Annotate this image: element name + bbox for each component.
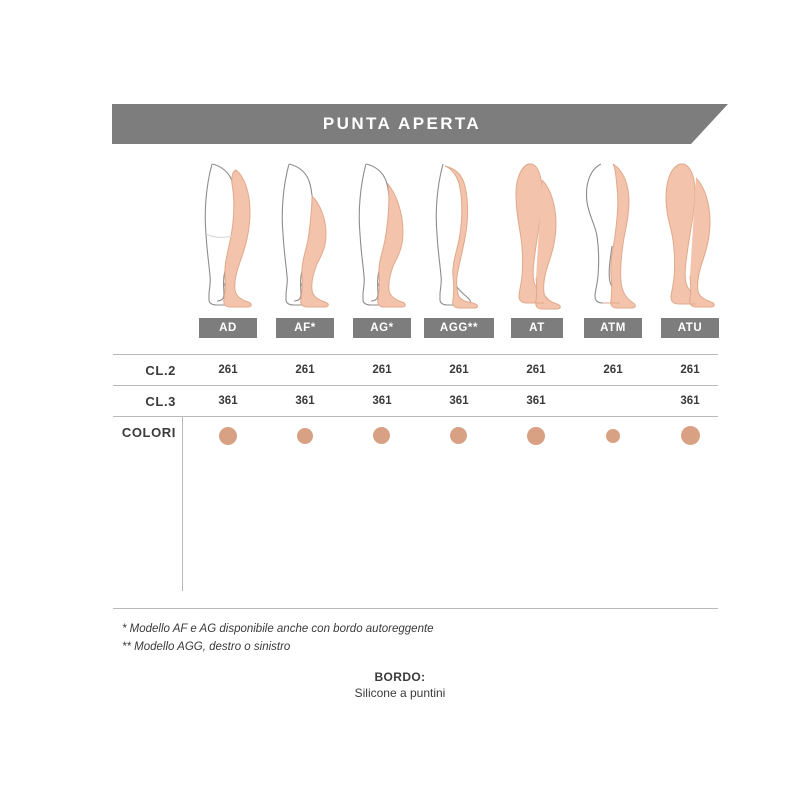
cell-cl3-agg: 361 <box>449 395 469 407</box>
rule-footer <box>113 608 718 609</box>
code-chip-atm: ATM <box>584 318 642 338</box>
bordo-subtitle: Silicone a puntini <box>354 686 446 700</box>
code-chip-af: AF* <box>276 318 334 338</box>
figure-ag <box>344 160 420 315</box>
row-label-colori: COLORI <box>121 425 176 440</box>
cell-cl3-at: 361 <box>526 395 546 407</box>
color-dot-ag <box>373 427 390 444</box>
rule-top <box>113 354 718 355</box>
color-dot-atu <box>681 426 700 445</box>
figure-atm <box>575 160 651 315</box>
rule-mid <box>113 385 718 386</box>
bordo-title: BORDO: <box>374 670 426 684</box>
cell-cl3-ad: 361 <box>218 395 238 407</box>
cell-cl2-af: 261 <box>295 364 315 376</box>
cell-cl2-at: 261 <box>526 364 546 376</box>
color-dot-af <box>297 428 313 444</box>
banner <box>112 104 728 144</box>
color-dot-agg <box>450 427 467 444</box>
cell-cl3-af: 361 <box>295 395 315 407</box>
row-label-cl2: CL.2 <box>145 363 176 378</box>
code-chip-atu: ATU <box>661 318 719 338</box>
note-double-asterisk: ** Modello AGG, destro o sinistro <box>122 641 291 653</box>
code-chip-row <box>190 318 730 338</box>
cell-cl3-atu: 361 <box>680 395 700 407</box>
rule-vertical <box>182 416 183 591</box>
color-dot-atm <box>606 429 620 443</box>
color-dot-at <box>527 427 545 445</box>
cell-cl2-agg: 261 <box>449 364 469 376</box>
figure-atu <box>652 160 728 315</box>
page-title: PUNTA APERTA <box>322 114 482 133</box>
rule-bottom <box>113 416 718 417</box>
figure-row <box>190 160 730 315</box>
cell-cl2-ad: 261 <box>218 364 238 376</box>
code-chip-agg: AGG** <box>424 318 494 338</box>
color-dot-ad <box>219 427 237 445</box>
figure-af <box>267 160 343 315</box>
row-label-cl3: CL.3 <box>145 394 176 409</box>
note-single-asterisk: * Modello AF e AG disponibile anche con bordo autoreggente <box>122 623 434 635</box>
code-chip-at: AT <box>511 318 563 338</box>
cell-cl2-atu: 261 <box>680 364 700 376</box>
cell-cl2-ag: 261 <box>372 364 392 376</box>
cell-cl3-ag: 361 <box>372 395 392 407</box>
cell-cl2-atm: 261 <box>603 364 623 376</box>
figure-ad <box>190 160 266 315</box>
figure-at <box>498 160 574 315</box>
code-chip-ad: AD <box>199 318 257 338</box>
figure-agg <box>421 160 497 315</box>
code-chip-ag: AG* <box>353 318 411 338</box>
